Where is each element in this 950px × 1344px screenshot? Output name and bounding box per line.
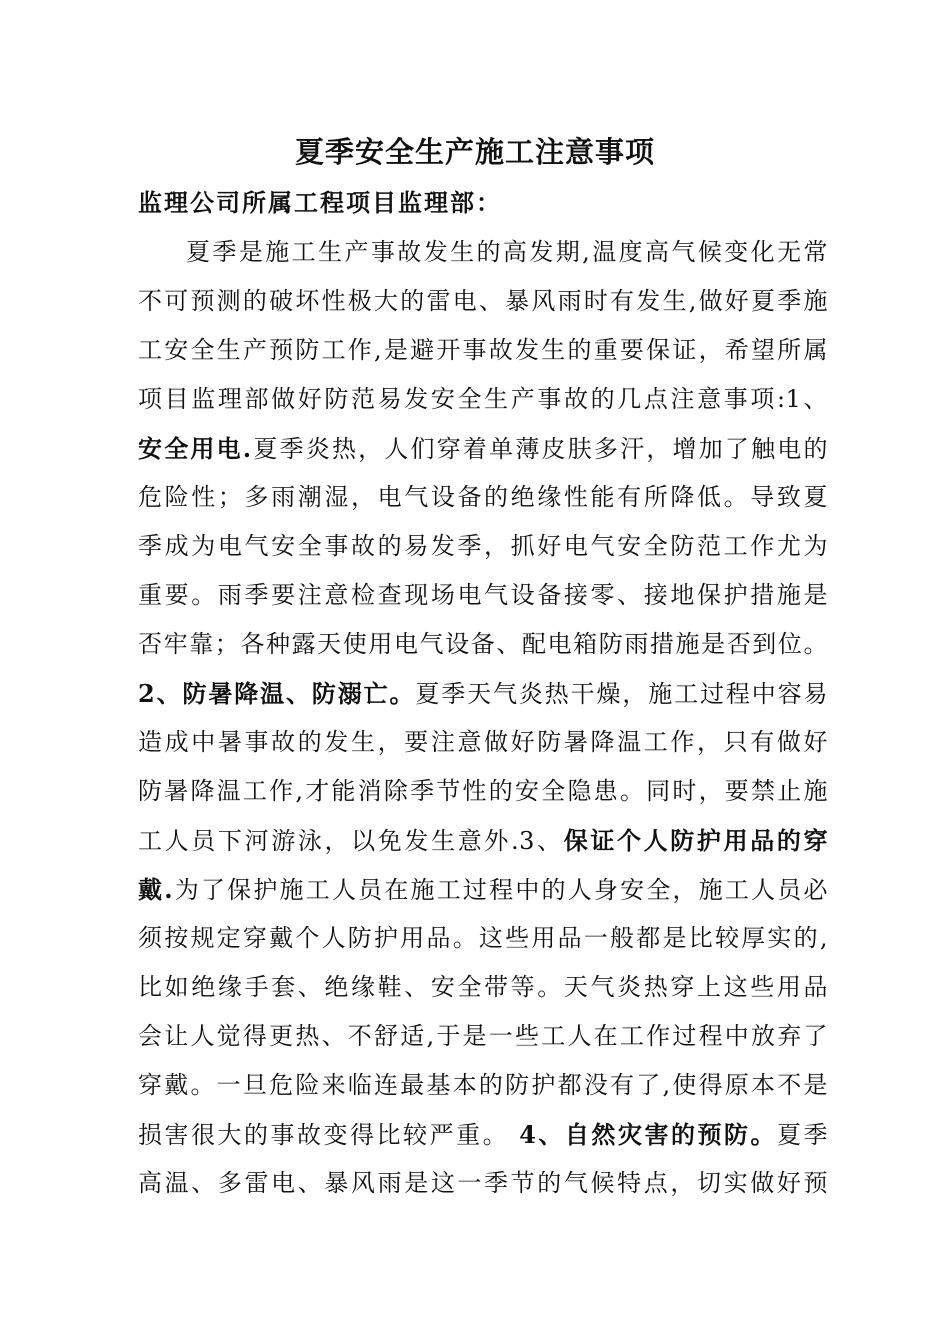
text-segment: 不可预测的破坏性极大的雷电、暴风雨时有发生,做好夏季施 — [138, 287, 828, 315]
text-segment: 工人员下河游泳，以免发生意外.3、 — [138, 827, 564, 855]
text-line — [138, 620, 828, 669]
text-line — [138, 767, 828, 816]
text-line — [138, 326, 828, 375]
salutation: 监理公司所属工程项目监理部： — [138, 188, 502, 217]
text-line — [138, 522, 828, 571]
text-segment: 工安全生产预防工作,是避开事故发生的重要保证，希望所属 — [138, 336, 828, 364]
text-segment: 夏季炎热，人们穿着单薄皮肤多汗，增加了触电的 — [251, 435, 829, 463]
text-segment: 须按规定穿戴个人防护用品。这些用品一般都是比较厚实的, — [138, 924, 828, 952]
text-line — [138, 816, 828, 865]
bold-heading-segment: 4、自然灾害的预防。 — [519, 1120, 777, 1149]
text-segment: 为了保护施工人员在施工过程中的人身安全，施工人员必 — [173, 876, 829, 904]
text-segment: 高温、多雷电、暴风雨是这一季节的气候特点，切实做好预 — [138, 1169, 828, 1197]
text-line — [138, 375, 828, 424]
text-segment: 夏季 — [776, 1121, 828, 1149]
text-segment: 危险性；多雨潮湿，电气设备的绝缘性能有所降低。导致夏 — [138, 483, 828, 511]
text-segment: 防暑降温工作,才能消除季节性的安全隐患。同时，要禁止施 — [138, 777, 828, 805]
text-line — [138, 669, 828, 718]
text-line — [138, 1110, 828, 1159]
text-line — [138, 1061, 828, 1110]
text-line — [138, 228, 828, 277]
text-segment: 造成中暑事故的发生，要注意做好防暑降温工作，只有做好 — [138, 728, 828, 756]
document-title: 夏季安全生产施工注意事项 — [294, 135, 655, 169]
text-line — [138, 718, 828, 767]
text-line — [138, 1012, 828, 1061]
text-segment: 会让人觉得更热、不舒适,于是一些工人在工作过程中放弃了 — [138, 1022, 828, 1050]
text-line — [138, 424, 828, 473]
text-segment: 项目监理部做好防范易发安全生产事故的几点注意事项:1、 — [138, 385, 828, 413]
bold-heading-segment: 安全用电. — [138, 434, 252, 463]
text-line — [138, 571, 828, 620]
text-line — [138, 277, 828, 326]
text-segment: 季成为电气安全事故的易发季，抓好电气安全防范工作尤为 — [138, 532, 828, 560]
bold-heading-segment: 戴. — [138, 875, 174, 904]
text-segment: 夏季是施工生产事故发生的高发期,温度高气候变化无常 — [186, 238, 828, 266]
text-line — [138, 914, 828, 963]
text-segment: 夏季天气炎热干燥，施工过程中容易 — [415, 680, 828, 708]
bold-heading-segment: 2、防暑降温、防溺亡。 — [138, 679, 416, 708]
text-line — [138, 865, 828, 914]
text-segment: 重要。雨季要注意检查现场电气设备接零、接地保护措施是 — [138, 581, 828, 609]
text-segment: 穿戴。一旦危险来临连最基本的防护都没有了,使得原本不是 — [138, 1071, 828, 1099]
text-segment: 否牢靠；各种露天使用电气设备、配电箱防雨措施是否到位。 — [138, 630, 828, 658]
body-text — [138, 228, 828, 1208]
text-line — [138, 963, 828, 1012]
bold-heading-segment: 保证个人防护用品的穿 — [563, 826, 828, 855]
text-line — [138, 1159, 828, 1208]
text-line — [138, 473, 828, 522]
text-segment: 比如绝缘手套、绝缘鞋、安全带等。天气炎热穿上这些用品 — [138, 973, 828, 1001]
text-segment: 损害很大的事故变得比较严重。 — [138, 1121, 520, 1149]
